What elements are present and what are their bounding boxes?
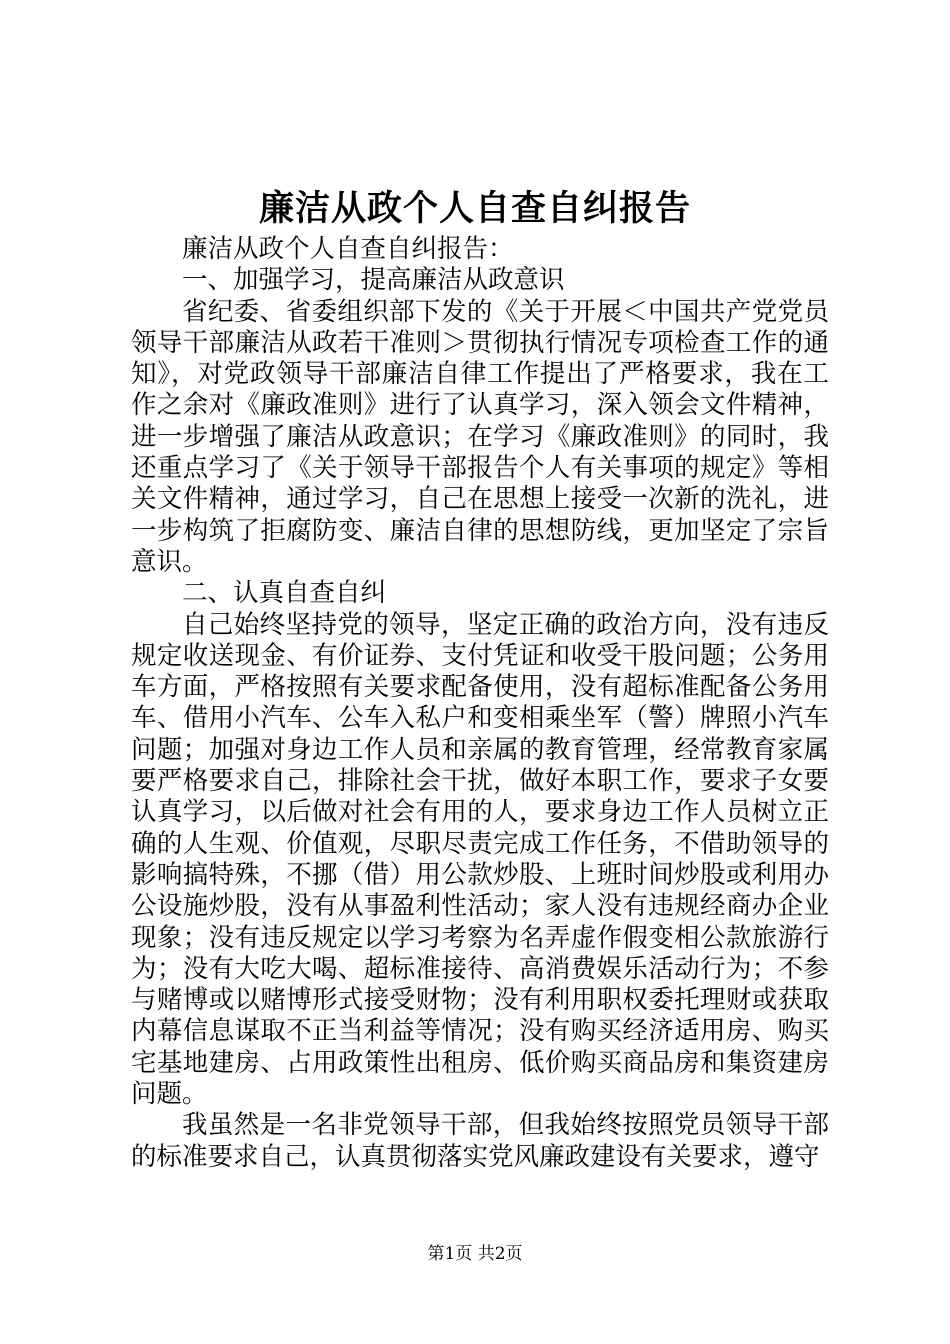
document-title: 廉洁从政个人自查自纠报告 [258,188,691,229]
section-heading-1: 一、加强学习，提高廉洁从政意识 [182,265,565,296]
paragraph-self-check: 自己始终坚持党的领导，坚定正确的政治方向，没有违反规定收送现金、有价证券、支付凭证和收受干股问题；公务用车方面，严格按照有关要求配备使用，没有超标准配备公务用车、借用小汽车、公车入私户和变相乘坐军（警）牌照小汽车问题；加强对身边工作人员和亲属的教育管理，经常教育家属要严格要求自己，排除社会干扰，做好本职工作，要求子女要认真学习，以后做对社会有用的人，要求身边工作人员树立正确的人生观、价值观，尽职尽责完成工作任务，不借助领导的影响搞特殊，不挪（借）用公款炒股、上班时间炒股或利用办公设施炒股，没有从事盈利性活动；家人没有违规经商办企业现象；没有违反规定以学习考察为名弄虚作假变相公款旅游行为；没有大吃大喝、超标准接待、高消费娱乐活动行为；不参与赌博或以赌博形式接受财物；没有利用职权委托理财或获取内幕信息谋取不正当利益等情况；没有购买经济适用房、购买宅基地建房、占用政策性出租房、低价购买商品房和集资建房问题。 [131,609,829,1110]
page-footer: 第1页 共2页 [427,1244,523,1264]
section-heading-2: 二、认真自查自纠 [182,578,387,609]
document-body [131,234,829,1173]
paragraph-non-party: 我虽然是一名非党领导干部，但我始终按照党员领导干部的标准要求自己，认真贯彻落实党风廉政建设有关要求，遵守 [131,1110,829,1172]
paragraph-intro: 廉洁从政个人自查自纠报告： [182,234,514,264]
paragraph-study: 省纪委、省委组织部下发的《关于开展＜中国共产党党员领导干部廉洁从政若干准则＞贯彻执行情况专项检查工作的通知》，对党政领导干部廉洁自律工作提出了严格要求，我在工作之余对《廉政准则》进行了认真学习，深入领会文件精神，进一步增强了廉洁从政意识；在学习《廉政准则》的同时，我还重点学习了《关于领导干部报告个人有关事项的规定》等相关文件精神，通过学习，自己在思想上接受一次新的洗礼，进一步构筑了拒腐防变、廉洁自律的思想防线，更加坚定了宗旨意识。 [131,296,829,577]
